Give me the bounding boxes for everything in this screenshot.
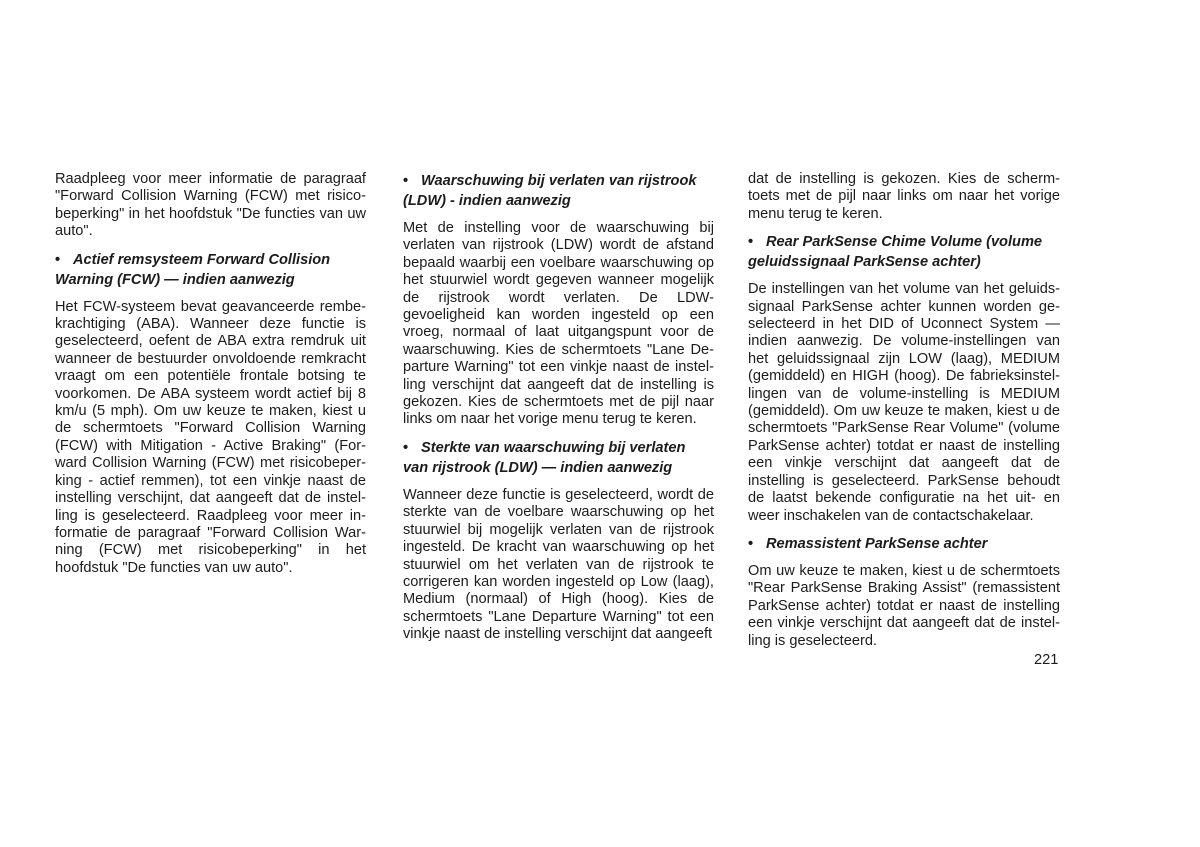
- heading-text: Remassistent ParkSense achter: [766, 535, 988, 552]
- bullet-icon: •: [748, 535, 754, 552]
- heading-ldw: [403, 171, 714, 211]
- bullet-icon: •: [403, 439, 409, 456]
- bullet-icon: •: [55, 251, 61, 268]
- paragraph-fcw-aba: Het FCW-systeem bevat geavanceerde rembekrachtiging (ABA). Wanneer deze functie is geselecteerd, oefent de ABA extra remdruk uit wanneer de bestuurder onvoldoende remkracht vraagt om een potentiële frontale botsing te voorkomen. De ABA systeem wordt actief bij 8 km/u (5 mph). Om uw keuze te maken, kiest u de schermtoets "Forward Collision Warning (FCW) with Mitigation - Active Braking" (Forward Collision Warning (FCW) met risicobeperking - actief remmen), tot een vinkje naast de instelling verschijnt, dat aangeeft dat de instelling is geselecteerd. Raadpleeg voor meer informatie de paragraaf "Forward Collision Warning (FCW) met risicobeperking" in het hoofdstuk "De functies van uw auto".: [55, 298, 366, 576]
- bullet-icon: •: [748, 234, 754, 251]
- page-number: 221: [1034, 652, 1059, 668]
- heading-ldw-strength: [403, 438, 714, 478]
- paragraph-continuation: dat de instelling is gekozen. Kies de schermtoets met de pijl naar links om naar het vorige menu terug te keren.: [748, 171, 1060, 222]
- column-right: [748, 171, 1060, 650]
- paragraph-ldw-setting: Met de instelling voor de waarschuwing bij verlaten van rijstrook (LDW) wordt de afstand bepaald waarbij een voelbare waarschuwing op het stuurwiel wordt gegeven wanneer mogelijk de rijstrook wordt verlaten. De LDW-gevoeligheid kan worden ingesteld op een vroeg, normaal of laat uitgangspunt voor de waarschuwing. Kies de schermtoets "Lane Departure Warning" tot een vinkje naast de instelling verschijnt dat aangeeft dat de instelling is gekozen. Kies de schermtoets met de pijl naar links om naar het vorige menu terug te keren.: [403, 220, 714, 428]
- column-middle: [403, 171, 714, 644]
- column-left: [55, 171, 366, 577]
- heading-text: Waarschuwing bij verlaten van rijstrook (LDW) - indien aanwezig: [403, 173, 697, 209]
- paragraph-parksense-brake-assist: Om uw keuze te maken, kiest u de schermtoets "Rear ParkSense Braking Assist" (remassistent ParkSense achter) totdat er naast de instelling een vinkje verschijnt dat aangeeft dat de instelling is geselecteerd.: [748, 562, 1060, 649]
- heading-active-braking-fcw: [55, 250, 366, 290]
- heading-text: Rear ParkSense Chime Volume (volume geluidssignaal ParkSense achter): [748, 234, 1043, 271]
- heading-text: Sterkte van waarschuwing bij verlaten van rijstrook (LDW) — indien aanwezig: [403, 439, 686, 476]
- paragraph-fcw-reference: Raadpleeg voor meer informatie de paragraaf "Forward Collision Warning (FCW) met risicobeperking" in het hoofdstuk "De functies van uw auto".: [55, 171, 366, 240]
- paragraph-parksense-volume: De instellingen van het volume van het geluidssignaal ParkSense achter kunnen worden geselecteerd in het DID of Uconnect System — indien aanwezig. De volume-instellingen van het geluidssignaal zijn LOW (laag), MEDIUM (gemiddeld) en HIGH (hoog). De fabrieksinstellingen van de volume-instelling is MEDIUM (gemiddeld). Om uw keuze te maken, kiest u de schermtoets "ParkSense Rear Volume" (volume ParkSense achter) totdat er naast de instelling een vinkje verschijnt dat aangeeft dat de instelling is geselecteerd. ParkSense behoudt de laatst bekende configuratie na het uit- en weer inschakelen van de contactschakelaar.: [748, 281, 1060, 524]
- paragraph-ldw-strength: Wanneer deze functie is geselecteerd, wordt de sterkte van de voelbare waarschuwing op het stuurwiel bij mogelijk verlaten van de rijstrook ingesteld. De kracht van waarschuwing op het stuurwiel om het verlaten van de rijstrook te corrigeren kan worden ingesteld op Low (laag), Medium (normaal) of High (hoog). Kies de schermtoets "Lane Departure Warning" tot een vinkje naast de instelling verschijnt dat aangeeft: [403, 486, 714, 643]
- bullet-icon: •: [403, 173, 409, 189]
- heading-parksense-brake-assist: [748, 534, 1060, 554]
- heading-text: Actief remsysteem Forward Collision Warning (FCW) — indien aanwezig: [55, 251, 331, 288]
- heading-rear-parksense-volume: [748, 232, 1060, 272]
